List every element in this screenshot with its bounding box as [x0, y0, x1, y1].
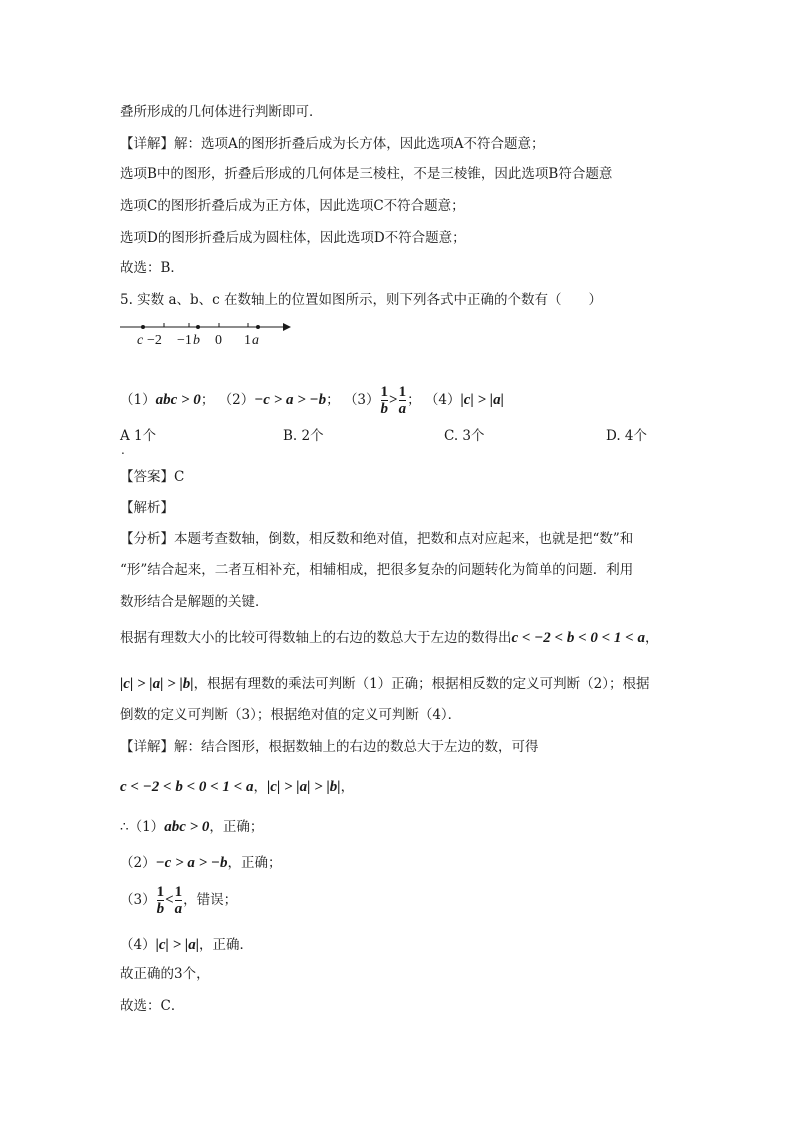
s3-label: （3） [343, 392, 380, 408]
s1-label: （1） [120, 392, 156, 408]
separator: ； [200, 392, 215, 408]
verdict: ，正确； [227, 855, 282, 871]
s1-math: abc > 0 [164, 819, 210, 835]
s2-label: （2） [218, 392, 255, 408]
analysis-sentence: 根据有理数大小的比较可得数轴上的右边的数总大于左边的数得出 [120, 630, 512, 646]
statements-line [120, 380, 504, 420]
analysis-text: 【分析】本题考查数轴，倒数，相反数和绝对值，把数和点对应起来，也就是把“数”和 [120, 531, 634, 547]
text-line: 【详解】解：选项A的图形折叠后成为长方体，因此选项A不符合题意； [120, 136, 545, 152]
detail-step-1 [120, 817, 263, 837]
text-line: 叠所形成的几何体进行判断即可． [120, 104, 323, 120]
label-b: b [193, 333, 200, 348]
abs-inequality: |c| > |a| > |b| [120, 676, 194, 692]
verdict: ，正确． [199, 937, 254, 953]
text-line: 选项B中的图形，折叠后形成的几何体是三棱柱，不是三棱锥，因此选项B符合题意 [120, 166, 613, 182]
s4-math: |c| > |a| [155, 937, 200, 953]
comma: ， [340, 779, 355, 795]
analysis-title: 【解析】 [120, 500, 174, 516]
detail-step-4 [120, 935, 253, 955]
option-a[interactable]: A 1个 [120, 428, 157, 444]
label-neg2: −2 [147, 333, 162, 348]
s3-frac-a: $\frac{1}{a}$ [398, 384, 407, 417]
option-a-dot: . [121, 443, 125, 457]
option-b[interactable]: B. 2个 [283, 428, 324, 444]
s3-label: （3） [120, 892, 156, 908]
analysis-text: “形”结合起来，二者互相补充，相辅相成，把很多复杂的问题转化为简单的问题．利用 [120, 562, 634, 578]
s4-math: |c| > |a| [460, 392, 504, 408]
s3-frac-b: $\frac{1}{b}$ [380, 384, 389, 417]
comma: ， [253, 779, 267, 795]
verdict: ，错误； [183, 892, 238, 908]
verdict: ，正确； [209, 819, 264, 835]
point-b [196, 325, 200, 329]
text-line: 选项D的图形折叠后成为圆柱体，因此选项D不符合题意； [120, 230, 466, 246]
frac-a: $\frac{1}{a}$ [174, 884, 183, 917]
label-1: 1 [244, 333, 251, 348]
s2-math: −c > a > −b [155, 855, 228, 871]
label-neg1: −1 [177, 333, 192, 348]
label-0: 0 [215, 333, 222, 348]
answer: 【答案】C [120, 469, 185, 485]
detail-text [120, 777, 354, 797]
option-c[interactable]: C. 3个 [444, 428, 485, 444]
detail-text: 故选：C． [120, 998, 185, 1014]
question-5: 5. 实数 a、b、c 在数轴上的位置如图所示，则下列各式中正确的个数有（ ） [120, 292, 603, 308]
point-a [256, 325, 260, 329]
text-line: 选项C的图形折叠后成为正方体，因此选项C不符合题意； [120, 198, 465, 214]
inequality: c < −2 < b < 0 < 1 < a [120, 779, 254, 795]
s4-label: （4） [120, 937, 156, 953]
detail-step-2 [120, 853, 282, 873]
point-c [141, 325, 145, 329]
inequality: c < −2 < b < 0 < 1 < a [511, 630, 645, 646]
s3-gt: > [389, 392, 398, 408]
number-line [115, 316, 295, 350]
analysis-text [120, 628, 658, 648]
s4-label: （4） [424, 392, 461, 408]
analysis-text: 数形结合是解题的关键． [120, 594, 269, 610]
analysis-sentence: ，根据有理数的乘法可判断（1）正确；根据相反数的定义可判断（2）；根据 [193, 676, 650, 692]
detail-text: 故正确的3个， [120, 966, 210, 982]
s2-label: （2） [120, 855, 156, 871]
abs-inequality: |c| > |a| > |b| [266, 779, 341, 795]
label-a: a [252, 333, 259, 348]
s2-math: −c > a > −b [254, 392, 327, 408]
comma: ， [644, 630, 659, 646]
analysis-text: 倒数的定义可判断（3）；根据绝对值的定义可判断（4）． [120, 707, 462, 723]
therefore-label: ∴（1） [120, 819, 165, 835]
frac-b: $\frac{1}{b}$ [156, 884, 165, 917]
option-d[interactable]: D. 4个 [606, 428, 648, 444]
analysis-text [120, 674, 650, 694]
s1-math: abc > 0 [155, 392, 201, 408]
label-c: c [137, 333, 144, 348]
separator: ； [407, 392, 421, 408]
detail-step-3 [120, 880, 237, 920]
text-line: 故选：B． [120, 260, 184, 276]
lt-sign: < [165, 892, 174, 908]
detail-text: 【详解】解：结合图形，根据数轴上的右边的数总大于左边的数，可得 [120, 739, 539, 755]
separator: ； [326, 392, 340, 408]
